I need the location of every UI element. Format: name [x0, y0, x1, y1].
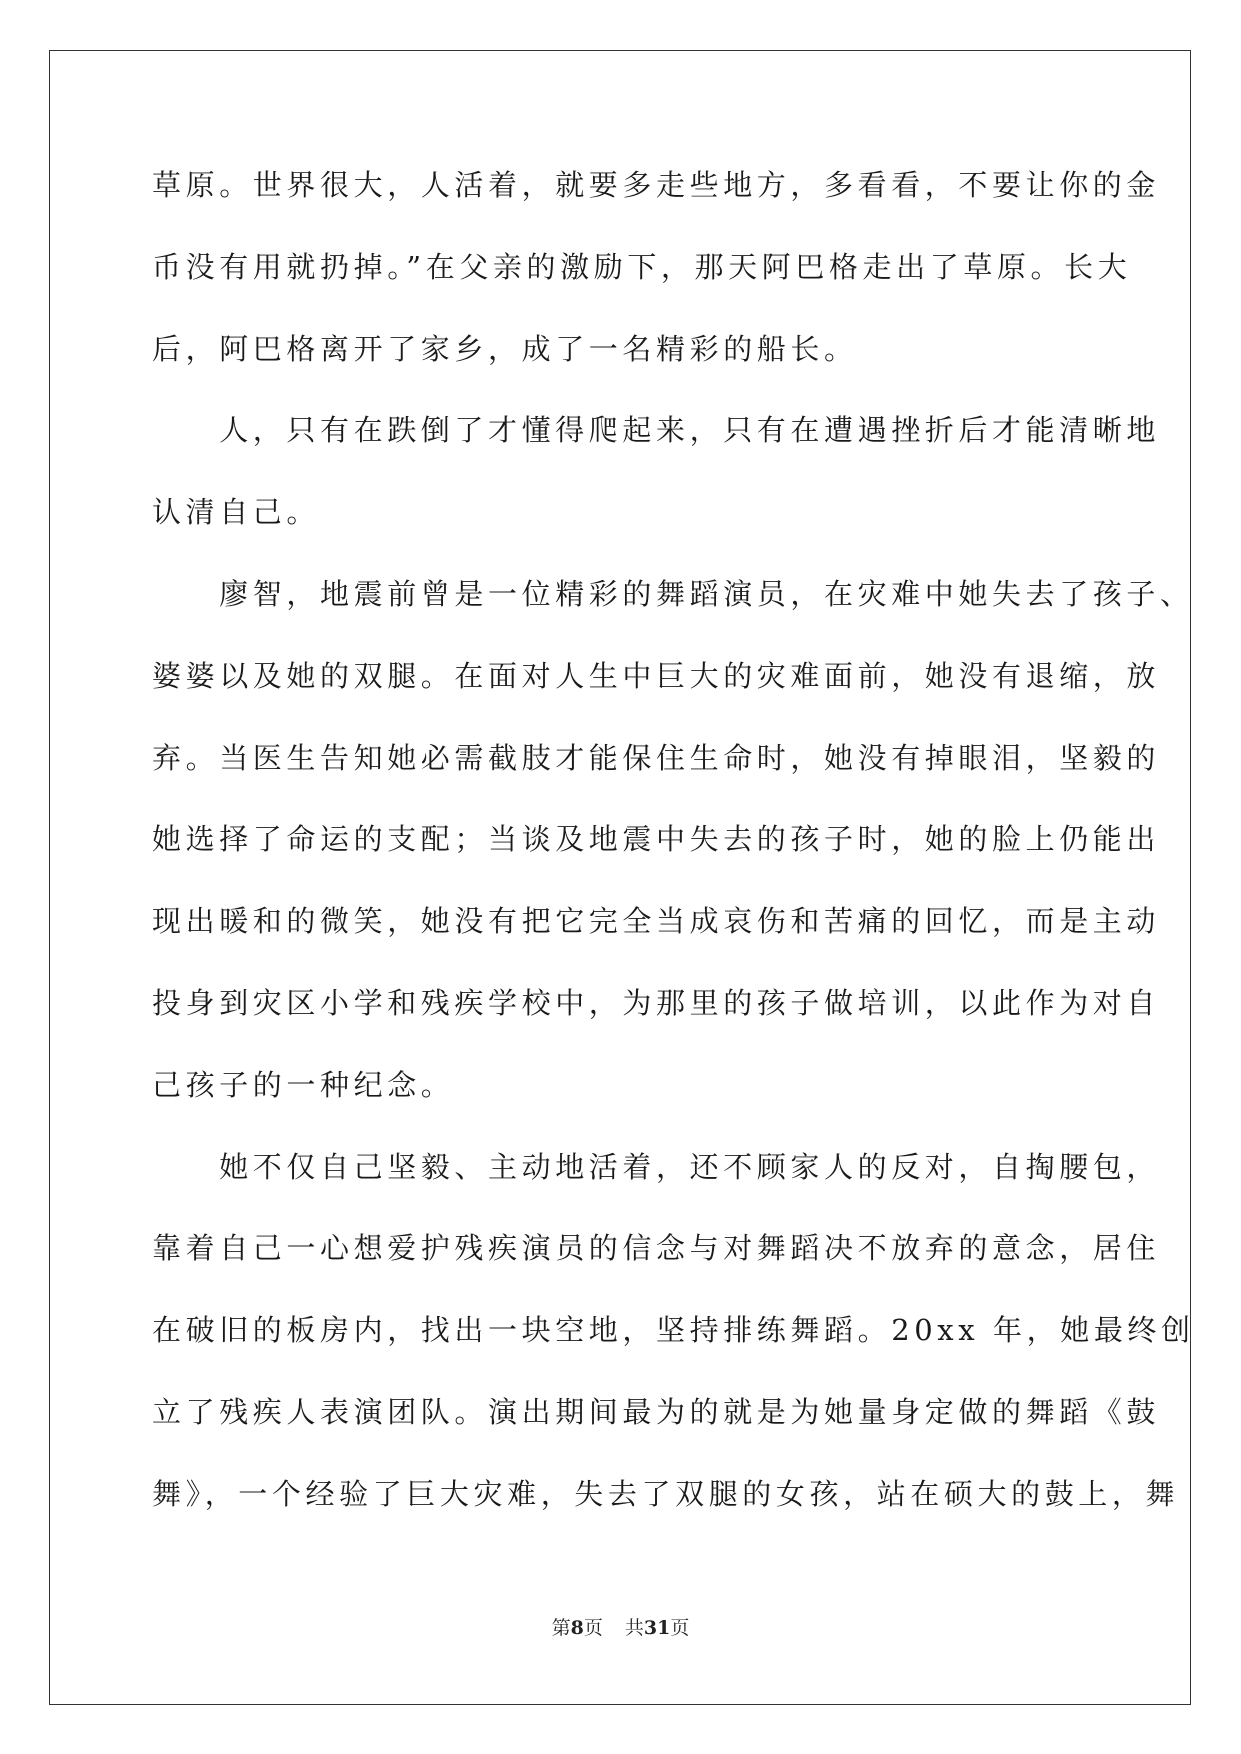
body-line: 投身到灾区小学和残疾学校中，为那里的孩子做培训，以此作为对自: [152, 985, 1161, 1020]
body-line: 认清自己。: [152, 495, 321, 530]
body-line: 己孩子的一种纪念。: [152, 1067, 455, 1102]
body-line: 后，阿巴格离开了家乡，成了一名精彩的船长。: [152, 331, 858, 366]
total-pages: 31: [643, 1617, 671, 1639]
body-line: 草原。世界很大，人活着，就要多走些地方，多看看，不要让你的金: [152, 168, 1161, 202]
total-prefix: 共: [624, 1617, 644, 1639]
body-line: 靠着自己一心想爱护残疾演员的信念与对舞蹈决不放弃的意念，居住: [152, 1231, 1161, 1266]
body-line: 廖智，地震前曾是一位精彩的舞蹈演员，在灾难中她失去了孩子、: [152, 576, 1194, 611]
body-line: 币没有用就扔掉。”在父亲的激励下，那天阿巴格走出了草原。长大: [152, 249, 1132, 284]
body-line: 人，只有在跌倒了才懂得爬起来，只有在遭遇挫折后才能清晰地: [152, 413, 1161, 448]
page-prefix: 第: [551, 1617, 571, 1639]
body-line: 舞》，一个经验了巨大灾难，失去了双腿的女孩，站在硕大的鼓上，舞: [152, 1476, 1180, 1511]
page-footer: [0, 1613, 1241, 1640]
total-suffix: 页: [670, 1617, 690, 1639]
body-line: 婆婆以及她的双腿。在面对人生中巨大的灾难面前，她没有退缩，放: [152, 658, 1161, 693]
body-line: 现出暖和的微笑，她没有把它完全当成哀伤和苦痛的回忆，而是主动: [152, 904, 1161, 939]
body-line: 她不仅自己坚毅、主动地活着，还不顾家人的反对，自掏腰包，: [152, 1149, 1161, 1184]
page-number: 8: [570, 1617, 584, 1639]
page-suffix: 页: [583, 1617, 603, 1639]
body-line: 弃。当医生告知她必需截肢才能保住生命时，她没有掉眼泪，坚毅的: [152, 740, 1161, 775]
body-line: 立了残疾人表演团队。演出期间最为的就是为她量身定做的舞蹈《鼓: [152, 1394, 1161, 1429]
document-body: [152, 165, 1195, 1556]
body-line: 在破旧的板房内，找出一块空地，坚持排练舞蹈。20xx 年，她最终创: [152, 1313, 1195, 1348]
body-line: 她选择了命运的支配；当谈及地震中失去的孩子时，她的脸上仍能出: [152, 822, 1161, 857]
